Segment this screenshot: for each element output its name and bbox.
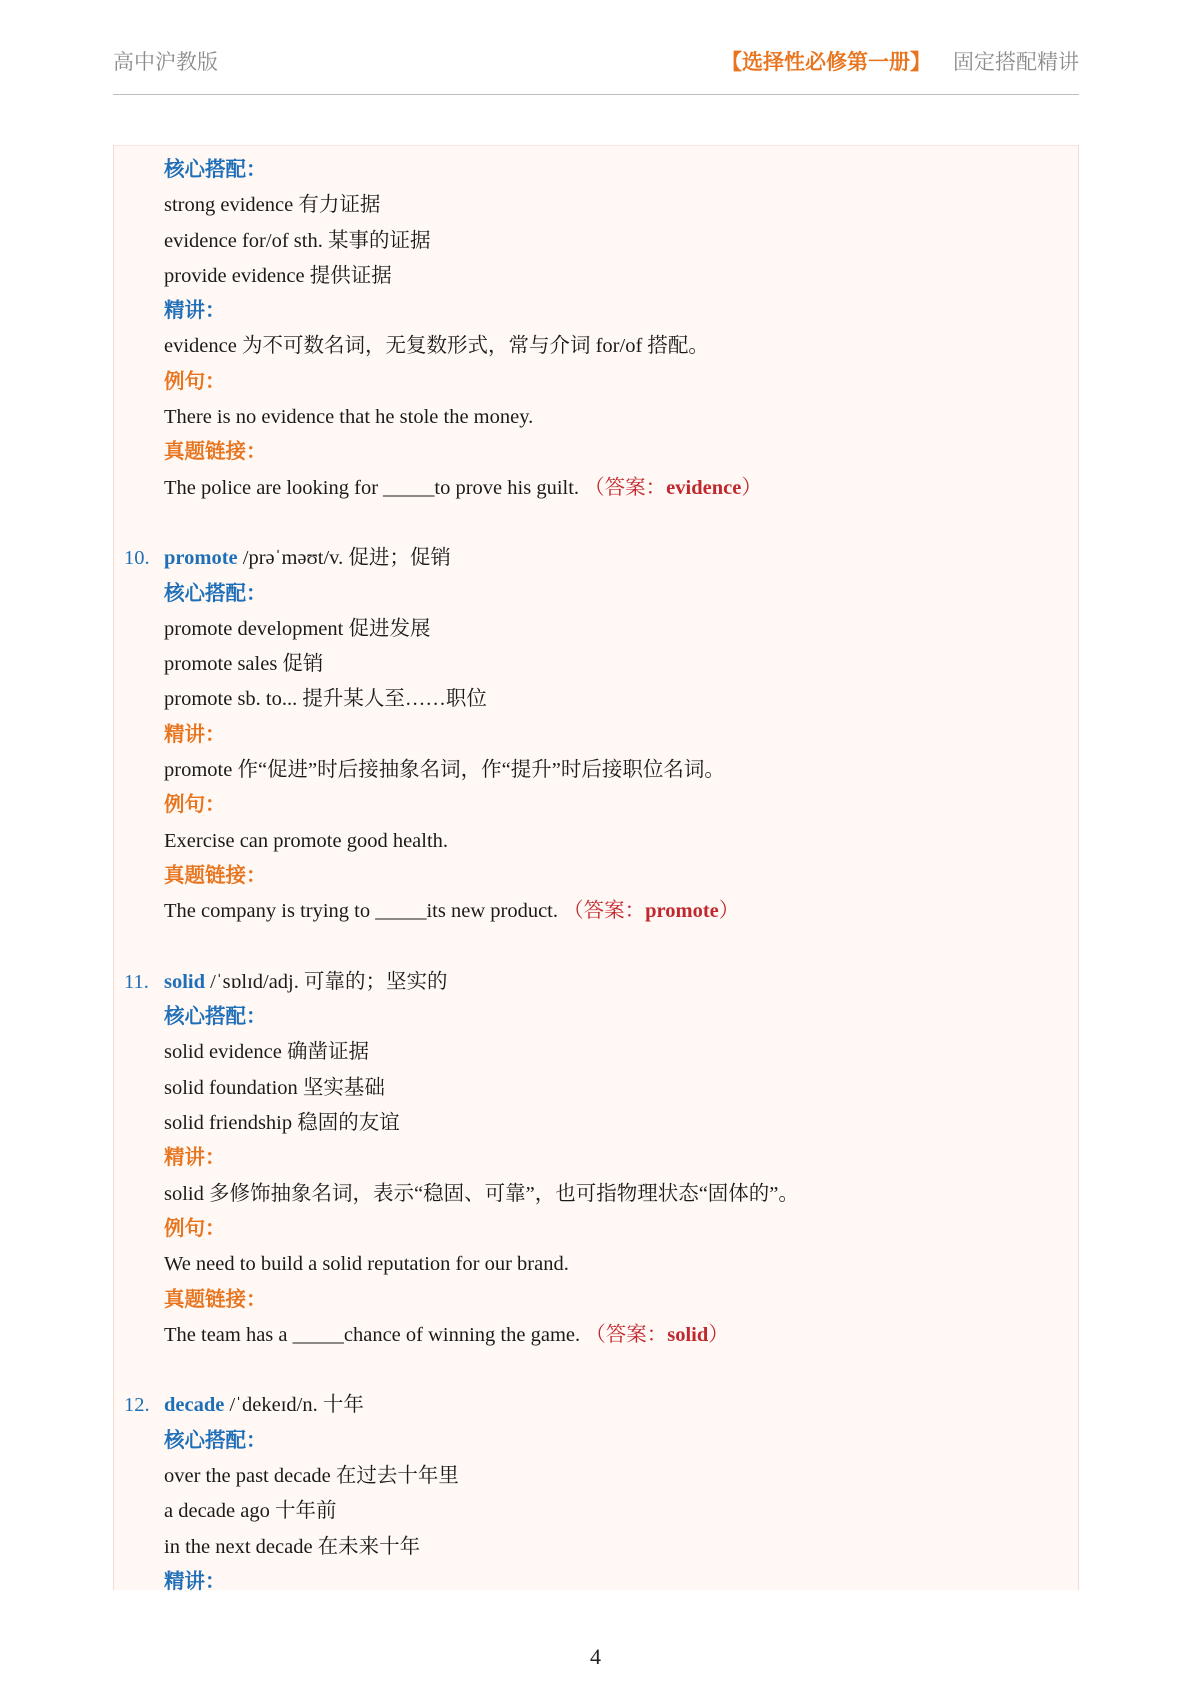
example-sentence: We need to build a solid reputation for our brand. (164, 1253, 569, 1276)
exam-label: 真题链接： (164, 441, 267, 464)
core-label: 核心搭配： (164, 159, 267, 181)
exam-sentence: The team has a _____chance of winning the game. (164, 1323, 581, 1346)
collocation-item: promote development 促进发展 (164, 617, 431, 640)
example-label: 例句： (164, 1217, 226, 1240)
collocation-item: promote sb. to... 提升某人至……职位 (164, 688, 487, 711)
explain-label: 精讲： (164, 1147, 226, 1170)
entry-heading-decade (124, 1388, 1064, 1423)
collocation-item: evidence for/of sth. 某事的证据 (164, 229, 431, 252)
core-label: 核心搭配： (164, 582, 267, 605)
collocation-item: a decade ago 十年前 (164, 1500, 337, 1523)
entry-heading-solid (124, 965, 1064, 1000)
collocation-item: over the past decade 在过去十年里 (164, 1464, 459, 1487)
entry-definition: /ˈsɒlɪd/adj. 可靠的；坚实的 (210, 970, 448, 993)
header-topic: 固定搭配精讲 (953, 50, 1079, 74)
entry-number: 10. (124, 547, 150, 570)
answer: （答案：evidence） (584, 476, 762, 499)
entry-definition: /ˈdekeɪd/n. 十年 (229, 1394, 364, 1417)
entry-heading-promote (124, 541, 1064, 576)
example-label: 例句： (164, 794, 226, 817)
exam-question (124, 1318, 1064, 1353)
collocation-item: provide evidence 提供证据 (164, 264, 392, 287)
explanation-text: evidence 为不可数名词，无复数形式，常与介词 for/of 搭配。 (164, 335, 709, 358)
collocation-item: strong evidence 有力证据 (164, 194, 381, 217)
entry-definition: /prəˈməʊt/v. 促进；促销 (242, 547, 451, 570)
explain-label: 精讲： (164, 1570, 226, 1593)
core-label: 核心搭配： (164, 1429, 267, 1452)
collocation-item: solid friendship 稳固的友谊 (164, 1112, 400, 1135)
example-sentence: Exercise can promote good health. (164, 829, 449, 852)
entry-word: decade (164, 1394, 225, 1417)
header-edition: 高中沪教版 (113, 50, 218, 74)
exam-question (124, 471, 1064, 506)
example-label: 例句： (164, 370, 226, 393)
collocation-item: solid foundation 坚实基础 (164, 1076, 385, 1099)
collocation-item: in the next decade 在未来十年 (164, 1535, 421, 1558)
exam-label: 真题链接： (164, 864, 267, 887)
page-number: 4 (590, 1644, 601, 1669)
collocation-item: solid evidence 确凿证据 (164, 1041, 369, 1064)
entry-number: 11. (124, 970, 149, 993)
page-header (113, 44, 1079, 95)
exam-sentence: The company is trying to _____its new product. (164, 900, 558, 923)
exam-label: 真题链接： (164, 1288, 267, 1311)
entry-word: promote (164, 547, 238, 570)
explanation-text: solid 多修饰抽象名词，表示“稳固、可靠”，也可指物理状态“固体的”。 (164, 1182, 799, 1205)
example-sentence: There is no evidence that he stole the money. (164, 406, 534, 429)
exam-question (124, 894, 1064, 929)
header-right (721, 46, 1079, 76)
core-label: 核心搭配： (164, 1006, 267, 1029)
header-book-title: 【选择性必修第一册】 (721, 50, 931, 74)
entry-word: solid (164, 970, 206, 993)
entry-number: 12. (124, 1394, 150, 1417)
explanation-text: promote 作“促进”时后接抽象名词，作“提升”时后接职位名词。 (164, 759, 725, 782)
vocab-content (124, 153, 1064, 1600)
answer: （答案：solid） (585, 1323, 729, 1346)
explain-label: 精讲： (164, 723, 226, 746)
answer: （答案：promote） (563, 900, 740, 923)
exam-sentence: The police are looking for _____to prove his guilt. (164, 476, 580, 499)
collocation-item: promote sales 促销 (164, 653, 324, 676)
explain-label: 精讲： (164, 300, 226, 323)
